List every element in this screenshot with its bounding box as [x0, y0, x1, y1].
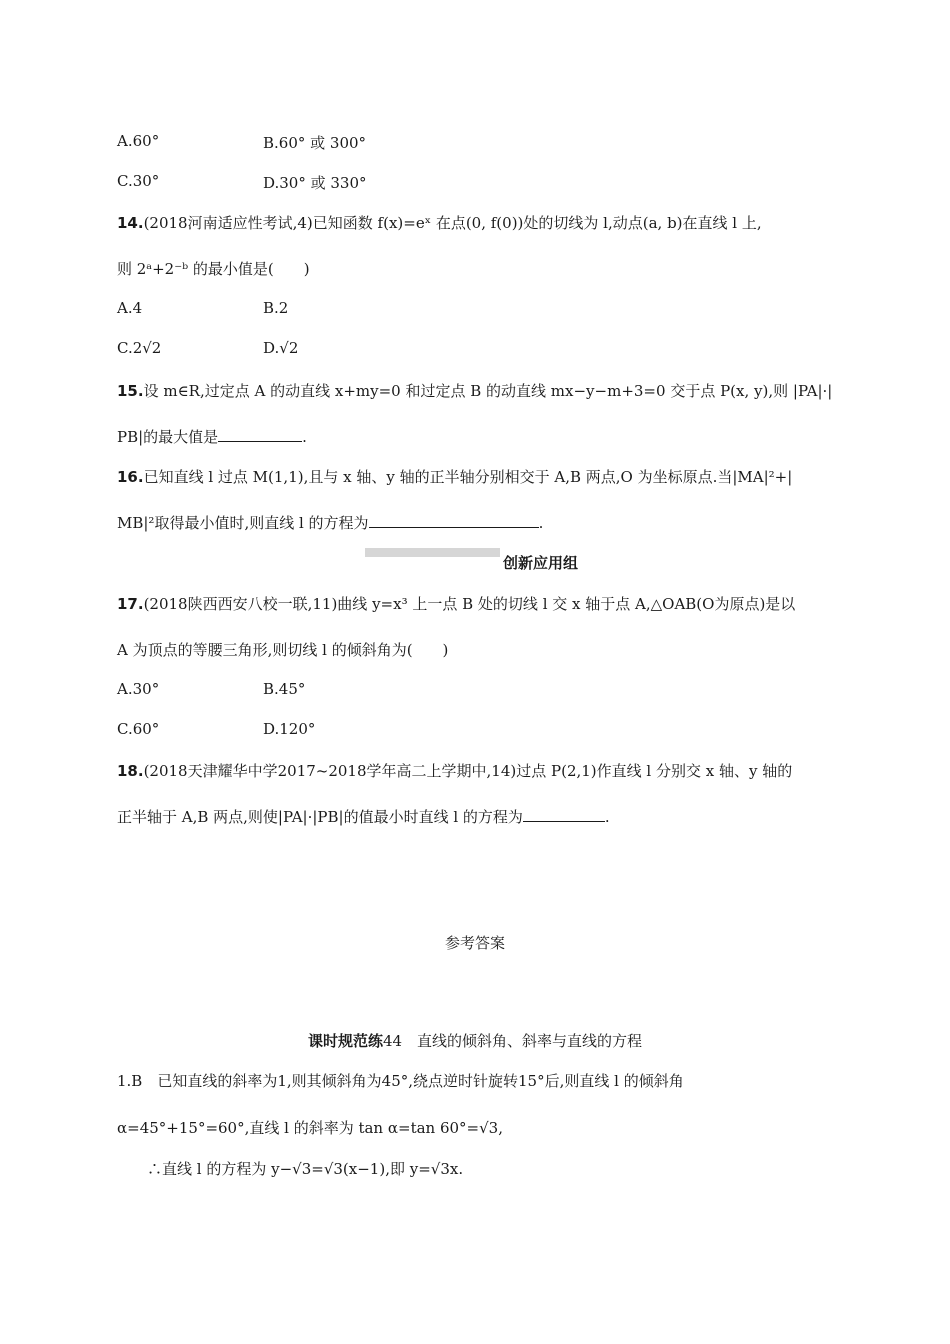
q17-option-a: A.30° — [117, 680, 160, 698]
q17-option-c: C.60° — [117, 720, 160, 738]
q16-answer-blank[interactable] — [369, 513, 539, 528]
q17-option-b: B.45° — [263, 680, 306, 698]
q14-option-d: D.√2 — [263, 339, 299, 357]
answer-1-line3: ∴直线 l 的方程为 y−√3=√3(x−1),即 y=√3x. — [147, 1160, 464, 1178]
q14-number: 14. — [117, 214, 144, 232]
q16-line1 — [117, 466, 792, 487]
q13-option-b: B.60° 或 300° — [263, 134, 367, 152]
q13-option-d: D.30° 或 330° — [263, 174, 367, 192]
q16-period: . — [538, 514, 544, 532]
answer-1-line2: α=45°+15°=60°,直线 l 的斜率为 tan α=tan 60°=√3, — [117, 1119, 503, 1137]
q18-text-2: 正半轴于 A,B 两点,则使|PA|·|PB|的值最小时直线 l 的方程为 — [117, 808, 523, 826]
q15-answer-blank[interactable] — [218, 427, 302, 442]
q18-line2 — [117, 806, 610, 827]
q16-text-1: 已知直线 l 过点 M(1,1),且与 x 轴、y 轴的正半轴分别相交于 A,B 两点,O 为坐标原点.当|MA|²+| — [143, 468, 793, 486]
q17-option-d: D.120° — [263, 720, 316, 738]
q13-option-a: A.60° — [117, 132, 160, 150]
lesson-title-bold: 课时规范练 — [307, 1032, 383, 1050]
q14-option-b: B.2 — [263, 299, 289, 317]
q18-text-1: (2018天津耀华中学2017~2018学年高二上学期中,14)过点 P(2,1)作直线 l 分别交 x 轴、y 轴的 — [143, 762, 793, 780]
lesson-title-rest: 44 直线的倾斜角、斜率与直线的方程 — [382, 1032, 643, 1050]
q18-number: 18. — [117, 762, 144, 780]
q18-answer-blank[interactable] — [523, 807, 605, 822]
q15-text-1: 设 m∈R,过定点 A 的动直线 x+my=0 和过定点 B 的动直线 mx−y−m+3=0 交于点 P(x, y),则 |PA|·| — [143, 382, 833, 400]
q17-line1 — [117, 593, 795, 614]
q15-period: . — [302, 428, 307, 446]
section-divider-bar — [365, 548, 500, 557]
q15-line1 — [117, 380, 832, 401]
q14-text-1: (2018河南适应性考试,4)已知函数 f(x)=eˣ 在点(0, f(0))处的切线为 l,动点(a, b)在直线 l 上, — [143, 214, 762, 232]
q16-number: 16. — [117, 468, 144, 486]
answers-heading: 参考答案 — [444, 934, 505, 952]
q16-line2 — [117, 512, 543, 533]
q18-period: . — [604, 808, 610, 826]
q13-option-c: C.30° — [117, 172, 160, 190]
section-title: 创新应用组 — [503, 554, 579, 572]
q16-text-2: MB|²取得最小值时,则直线 l 的方程为 — [117, 514, 369, 532]
q14-option-c: C.2√2 — [117, 339, 162, 357]
q17-number: 17. — [117, 595, 144, 613]
q17-line2: A 为顶点的等腰三角形,则切线 l 的倾斜角为( ) — [117, 641, 449, 659]
q17-text-1: (2018陕西西安八校一联,11)曲线 y=x³ 上一点 B 处的切线 l 交 x 轴于点 A,△OAB(O为原点)是以 — [143, 595, 796, 613]
q14-option-a: A.4 — [117, 299, 143, 317]
q14-line1 — [117, 212, 762, 233]
q15-line2 — [117, 426, 307, 447]
q15-number: 15. — [117, 382, 144, 400]
answer-1-line1: 1.B 已知直线的斜率为1,则其倾斜角为45°,绕点逆时针旋转15°后,则直线 l 的倾斜角 — [117, 1072, 684, 1090]
q18-line1 — [117, 760, 792, 781]
lesson-title — [0, 1030, 950, 1051]
q14-line2: 则 2ᵃ+2⁻ᵇ 的最小值是( ) — [117, 260, 310, 278]
q15-text-2: PB|的最大值是 — [117, 428, 219, 446]
